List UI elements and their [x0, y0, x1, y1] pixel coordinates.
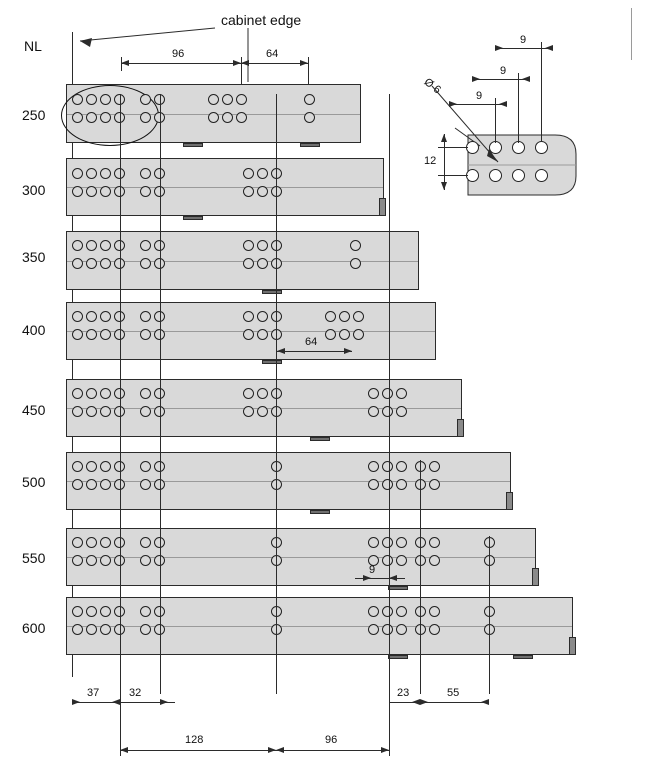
- detail-tick-495: [495, 98, 496, 143]
- diameter-label: Ø 6: [421, 76, 443, 97]
- nl-label-250: 250: [22, 107, 46, 123]
- detail-dim-9c-arrow-l: [449, 101, 457, 107]
- nl-label-550: 550: [22, 550, 46, 566]
- dim-128-label: 128: [185, 734, 204, 746]
- dim-23-label: 23: [397, 687, 410, 699]
- detail-tick-518: [518, 73, 519, 143]
- detail-hole: [535, 141, 548, 154]
- detail-dim-9a-arrow-r: [545, 45, 553, 51]
- detail-hole: [489, 169, 502, 182]
- nl-label-300: 300: [22, 182, 46, 198]
- nl-label-350: 350: [22, 249, 46, 265]
- detail-dim-12-arrow-down: [441, 182, 447, 190]
- cabinet-edge-label: cabinet edge: [221, 12, 302, 28]
- detail-dim-12-label: 12: [424, 155, 437, 167]
- detail-dim-9a-label: 9: [520, 34, 527, 46]
- detail-dim-9a-arrow-l: [495, 45, 503, 51]
- nl-label-450: 450: [22, 402, 46, 418]
- axis-label-nl: NL: [24, 38, 42, 54]
- nl-label-400: 400: [22, 322, 46, 338]
- detail-dim-12-ext-top: [438, 147, 468, 148]
- nl-label-500: 500: [22, 474, 46, 490]
- dim-96-bottom-label: 96: [325, 734, 338, 746]
- detail-dim-9b-label: 9: [500, 65, 507, 77]
- detail-dim-12-arrow-up: [441, 134, 447, 142]
- dim-32-label: 32: [129, 687, 142, 699]
- detail-tick-541: [541, 42, 542, 142]
- detail-dim-9c-label: 9: [476, 90, 483, 102]
- dim-96-label: 96: [172, 48, 185, 60]
- dim-37-label: 37: [87, 687, 100, 699]
- detail-dim-9b-arrow-l: [472, 76, 480, 82]
- dim-9-label: 9: [369, 564, 376, 576]
- dim-55-label: 55: [447, 687, 460, 699]
- detail-dim-9b-arrow-r: [522, 76, 530, 82]
- detail-dim-9c-arrow-r: [499, 101, 507, 107]
- nl-label-600: 600: [22, 620, 46, 636]
- detail-hole: [512, 169, 525, 182]
- detail-hole: [535, 169, 548, 182]
- detail-dim-12-ext-bot: [438, 175, 468, 176]
- dim-64-label: 64: [266, 48, 279, 60]
- dim-64-inner-label: 64: [305, 336, 318, 348]
